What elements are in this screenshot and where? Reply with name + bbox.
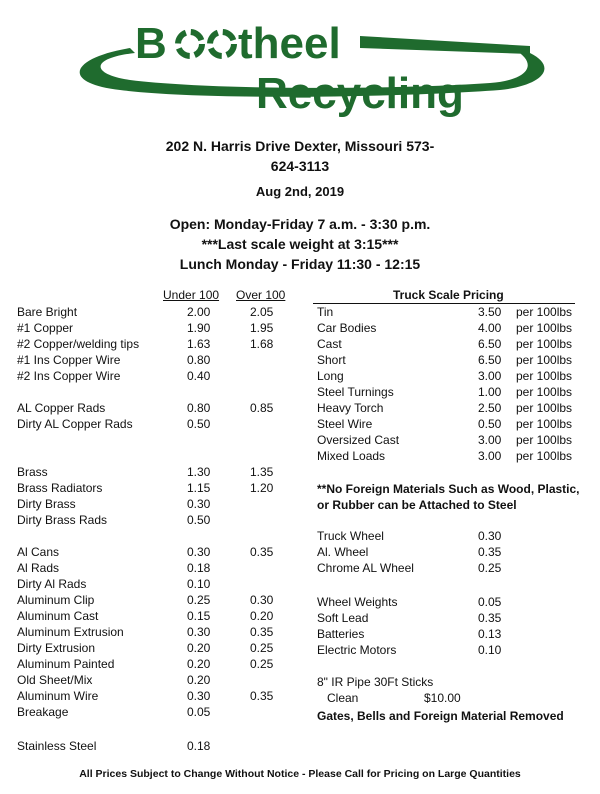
price-over: 0.25 <box>250 657 274 671</box>
wheel-item-price: 0.25 <box>478 561 502 575</box>
price-over: 1.20 <box>250 481 274 495</box>
truck-item-name: Steel Turnings <box>317 385 394 399</box>
truck-item-name: Long <box>317 369 344 383</box>
truck-item-name: Cast <box>317 337 342 351</box>
truck-item-unit: per 100lbs <box>516 353 573 367</box>
truck-item-price: 3.00 <box>478 369 502 383</box>
truck-item-unit: per 100lbs <box>516 449 573 463</box>
price-under: 0.40 <box>187 369 211 383</box>
price-over: 2.05 <box>250 305 274 319</box>
truck-item-unit: per 100lbs <box>516 401 573 415</box>
pipe-clean-label: Clean <box>327 691 359 705</box>
recycle-icon <box>178 32 234 56</box>
price-under: 0.30 <box>187 545 211 559</box>
header-truck-scale: Truck Scale Pricing <box>393 288 504 302</box>
pipe-label: 8" IR Pipe 30Ft Sticks <box>317 675 434 689</box>
price-over: 0.25 <box>250 641 274 655</box>
hours-last-scale: ***Last scale weight at 3:15*** <box>201 236 399 252</box>
truck-item-unit: per 100lbs <box>516 385 573 399</box>
item-name: Aluminum Painted <box>17 657 115 671</box>
logo-swoosh-graphic <box>60 8 550 118</box>
item-name: #2 Ins Copper Wire <box>17 369 121 383</box>
item-name: Breakage <box>17 705 69 719</box>
truck-item-name: Mixed Loads <box>317 449 386 463</box>
hours-open: Open: Monday-Friday 7 a.m. - 3:30 p.m. <box>169 216 431 232</box>
bootheel-recycling-logo <box>60 8 550 118</box>
price-under: 1.63 <box>187 337 211 351</box>
price-under: 0.30 <box>187 497 211 511</box>
item-name: Old Sheet/Mix <box>17 673 93 687</box>
item-name: #2 Copper/welding tips <box>17 337 140 351</box>
item-name: Aluminum Cast <box>17 609 99 623</box>
price-under: 0.20 <box>187 673 211 687</box>
price-under: 0.05 <box>187 705 211 719</box>
truck-item-unit: per 100lbs <box>516 321 573 335</box>
item-name: Al Rads <box>17 561 60 575</box>
foreign-material-notice-line2: or Rubber can be Attached to Steel <box>317 498 517 512</box>
pipe-clean-price: $10.00 <box>424 691 461 705</box>
item-name: Brass <box>17 465 48 479</box>
price-under: 0.25 <box>187 593 211 607</box>
price-under: 0.30 <box>187 625 211 639</box>
misc-item-price: 0.35 <box>478 611 502 625</box>
header-under-100: Under 100 <box>163 288 220 302</box>
price-under: 0.18 <box>187 561 211 575</box>
wheel-item-name: Chrome AL Wheel <box>317 561 414 575</box>
truck-item-price: 4.00 <box>478 321 502 335</box>
wheel-item-name: Truck Wheel <box>317 529 384 543</box>
misc-item-name: Batteries <box>317 627 365 641</box>
item-name: #1 Ins Copper Wire <box>17 353 121 367</box>
foreign-material-notice-line1: **No Foreign Materials Such as Wood, Plastic, <box>317 482 580 496</box>
price-over: 0.85 <box>250 401 274 415</box>
item-name: Stainless Steel <box>17 739 97 753</box>
truck-item-name: Oversized Cast <box>317 433 400 447</box>
item-name: Aluminum Extrusion <box>17 625 124 639</box>
truck-item-unit: per 100lbs <box>516 305 573 319</box>
price-under: 0.18 <box>187 739 211 753</box>
address-line-1: 202 N. Harris Drive Dexter, Missouri 573- <box>165 138 435 154</box>
price-over: 0.30 <box>250 593 274 607</box>
item-name: Dirty Brass Rads <box>17 513 108 527</box>
misc-item-price: 0.13 <box>478 627 502 641</box>
price-under: 0.50 <box>187 417 211 431</box>
item-name: Dirty Extrusion <box>17 641 96 655</box>
price-over: 0.35 <box>250 545 274 559</box>
logo-word1: B <box>135 19 167 68</box>
price-date: Aug 2nd, 2019 <box>255 184 345 199</box>
price-under: 2.00 <box>187 305 211 319</box>
wheel-item-price: 0.35 <box>478 545 502 559</box>
item-name: Dirty Al Rads <box>17 577 87 591</box>
price-over: 1.35 <box>250 465 274 479</box>
misc-item-name: Wheel Weights <box>317 595 398 609</box>
item-name: Al Cans <box>17 545 60 559</box>
misc-item-name: Soft Lead <box>317 611 369 625</box>
item-name: #1 Copper <box>17 321 74 335</box>
price-under: 0.80 <box>187 401 211 415</box>
item-name: Brass Radiators <box>17 481 103 495</box>
logo-word1-rest: theel <box>238 19 341 68</box>
truck-item-unit: per 100lbs <box>516 369 573 383</box>
price-under: 0.15 <box>187 609 211 623</box>
misc-item-price: 0.10 <box>478 643 502 657</box>
misc-item-name: Electric Motors <box>317 643 397 657</box>
price-over: 0.35 <box>250 689 274 703</box>
wheel-item-price: 0.30 <box>478 529 502 543</box>
price-under: 0.10 <box>187 577 211 591</box>
price-under: 0.50 <box>187 513 211 527</box>
gates-removed-note: Gates, Bells and Foreign Material Removed <box>317 709 564 723</box>
wheel-item-name: Al. Wheel <box>317 545 369 559</box>
item-name: Aluminum Clip <box>17 593 95 607</box>
item-name: Dirty AL Copper Rads <box>17 417 133 431</box>
truck-item-name: Tin <box>317 305 334 319</box>
item-name: Aluminum Wire <box>17 689 99 703</box>
truck-item-price: 3.50 <box>478 305 502 319</box>
item-name: AL Copper Rads <box>17 401 106 415</box>
header-over-100: Over 100 <box>236 288 286 302</box>
price-over: 1.68 <box>250 337 274 351</box>
truck-item-price: 6.50 <box>478 337 502 351</box>
price-over: 0.35 <box>250 625 274 639</box>
misc-item-price: 0.05 <box>478 595 502 609</box>
truck-item-price: 3.00 <box>478 449 502 463</box>
truck-item-name: Heavy Torch <box>317 401 384 415</box>
logo-word2: Recycling <box>256 69 464 118</box>
truck-item-unit: per 100lbs <box>516 337 573 351</box>
truck-item-name: Steel Wire <box>317 417 373 431</box>
truck-item-price: 1.00 <box>478 385 502 399</box>
footer-disclaimer: All Prices Subject to Change Without Notice - Please Call for Pricing on Large Quantities <box>79 768 521 780</box>
item-name: Dirty Brass <box>17 497 76 511</box>
truck-item-unit: per 100lbs <box>516 417 573 431</box>
truck-item-unit: per 100lbs <box>516 433 573 447</box>
truck-item-price: 6.50 <box>478 353 502 367</box>
price-under: 0.20 <box>187 641 211 655</box>
price-over: 0.20 <box>250 609 274 623</box>
price-under: 0.80 <box>187 353 211 367</box>
price-under: 1.90 <box>187 321 211 335</box>
price-under: 1.15 <box>187 481 211 495</box>
price-under: 0.30 <box>187 689 211 703</box>
truck-item-price: 2.50 <box>478 401 502 415</box>
truck-item-price: 3.00 <box>478 433 502 447</box>
truck-item-name: Short <box>317 353 346 367</box>
price-under: 0.20 <box>187 657 211 671</box>
item-name: Bare Bright <box>17 305 78 319</box>
price-over: 1.95 <box>250 321 274 335</box>
truck-item-price: 0.50 <box>478 417 502 431</box>
address-line-2: 624-3113 <box>270 158 330 174</box>
hours-lunch: Lunch Monday - Friday 11:30 - 12:15 <box>179 256 421 272</box>
price-under: 1.30 <box>187 465 211 479</box>
truck-item-name: Car Bodies <box>317 321 377 335</box>
